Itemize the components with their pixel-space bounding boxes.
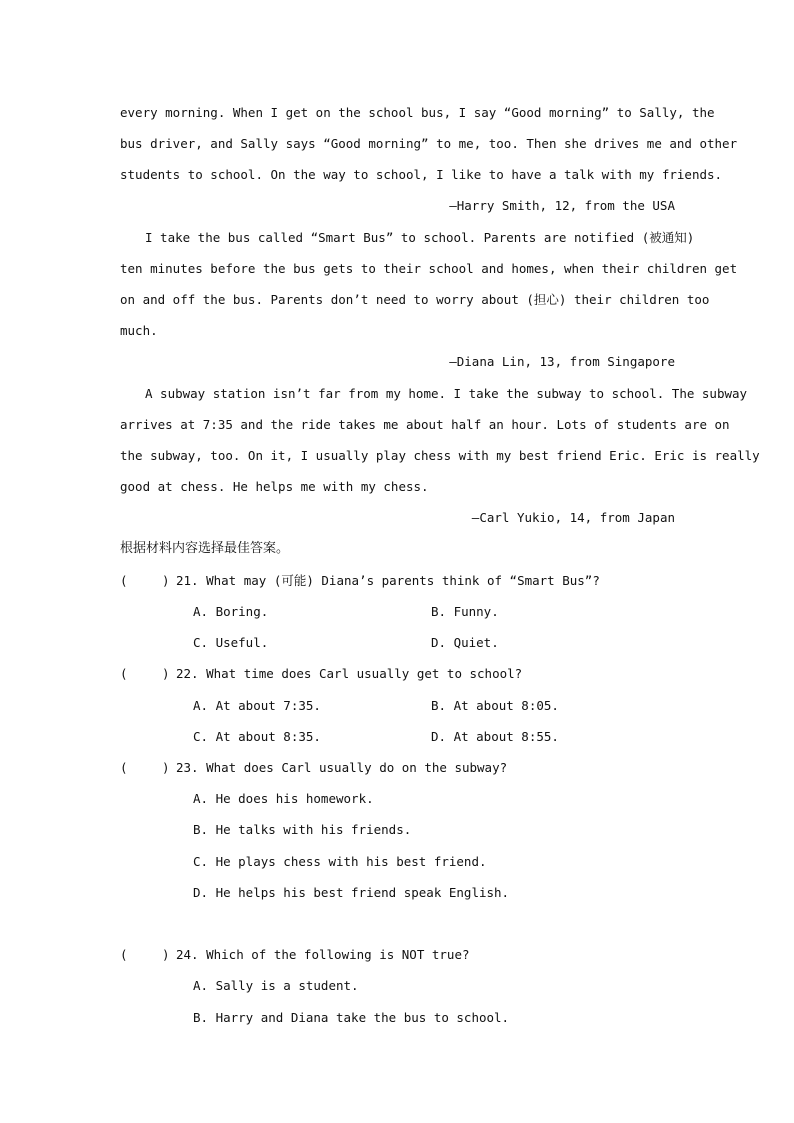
option-b: B. Harry and Diana take the bus to school. (193, 1010, 510, 1025)
question-23 (120, 760, 675, 776)
option-a: A. He does his homework. (193, 791, 374, 806)
option-b: B. Funny. (431, 604, 499, 619)
passage-line: students to school. On the way to school, I like to have a talk with my friends. (120, 167, 723, 182)
option-c: C. He plays chess with his best friend. (193, 854, 487, 869)
author-signature: —Harry Smith, 12, from the USA (449, 198, 675, 213)
question-text: 23. What does Carl usually do on the subway? (176, 760, 508, 775)
question-text: 24. Which of the following is NOT true? (176, 947, 470, 962)
author-signature: —Carl Yukio, 14, from Japan (471, 510, 675, 525)
question-text: 21. What may (可能) Diana’s parents think of “Smart Bus”? (176, 573, 600, 588)
instruction-heading: 根据材料内容选择最佳答案。 (120, 541, 290, 556)
answer-blank-open: ( (120, 947, 128, 962)
answer-blank-open: ( (120, 760, 128, 775)
passage-line: I take the bus called “Smart Bus” to school. Parents are notified (被通知) (145, 230, 695, 245)
option-b: B. He talks with his friends. (193, 822, 412, 837)
answer-blank-close: ) (162, 760, 170, 775)
question-21 (120, 573, 675, 589)
passage-line: arrives at 7:35 and the ride takes me about half an hour. Lots of students are on (120, 417, 730, 432)
passage-line: on and off the bus. Parents don’t need to worry about (担心) their children too (120, 292, 710, 307)
option-d: D. He helps his best friend speak English. (193, 885, 510, 900)
passage-line: A subway station isn’t far from my home. I take the subway to school. The subway (145, 386, 748, 401)
option-a: A. Sally is a student. (193, 978, 359, 993)
question-24 (120, 947, 675, 963)
passage-line: good at chess. He helps me with my chess. (120, 479, 429, 494)
passage-line: the subway, too. On it, I usually play chess with my best friend Eric. Eric is really (120, 448, 760, 463)
option-d: D. At about 8:55. (431, 729, 559, 744)
option-c: C. At about 8:35. (193, 729, 321, 744)
answer-blank-close: ) (162, 666, 170, 681)
question-text: 22. What time does Carl usually get to school? (176, 666, 523, 681)
passage-line: ten minutes before the bus gets to their school and homes, when their children get (120, 261, 738, 276)
question-22 (120, 666, 675, 682)
answer-blank-close: ) (162, 947, 170, 962)
passage-line: much. (120, 323, 158, 338)
option-c: C. Useful. (193, 635, 269, 650)
answer-blank-close: ) (162, 573, 170, 588)
passage-line: every morning. When I get on the school bus, I say “Good morning” to Sally, the (120, 105, 715, 120)
option-b: B. At about 8:05. (431, 698, 559, 713)
answer-blank-open: ( (120, 573, 128, 588)
option-a: A. Boring. (193, 604, 269, 619)
passage-line: bus driver, and Sally says “Good morning” to me, too. Then she drives me and other (120, 136, 738, 151)
option-a: A. At about 7:35. (193, 698, 321, 713)
answer-blank-open: ( (120, 666, 128, 681)
option-d: D. Quiet. (431, 635, 499, 650)
author-signature: —Diana Lin, 13, from Singapore (449, 354, 675, 369)
